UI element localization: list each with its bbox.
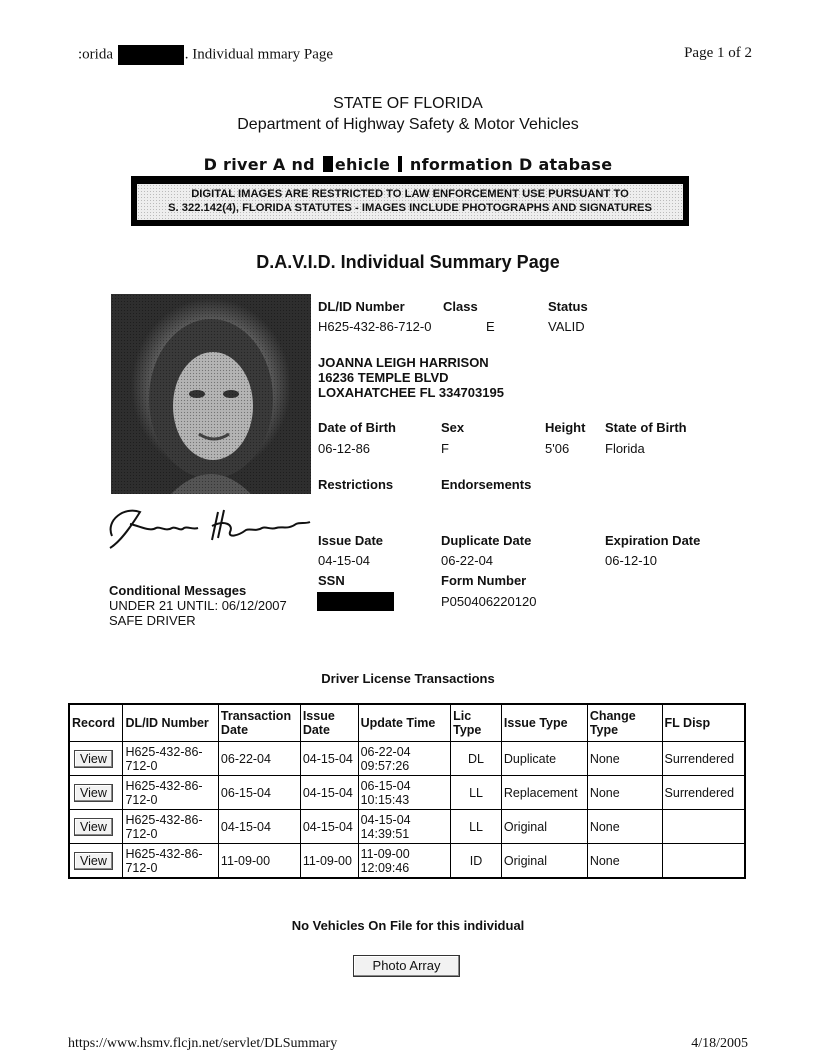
issue-date-value: 04-15-04 [318,553,371,568]
cell-change-type: None [587,742,662,776]
cell-issue-type: Replacement [501,776,587,810]
status-value: VALID [548,319,585,334]
endorsements-label: Endorsements [441,477,532,492]
no-vehicles-message: No Vehicles On File for this individual [291,918,525,933]
view-button[interactable]: View [74,818,113,836]
page-title: D.A.V.I.D. Individual Summary Page [256,252,560,272]
redaction-block [398,156,402,172]
conditional-message-2: SAFE DRIVER [109,613,196,628]
cell-change-type: None [587,810,662,844]
cell-issue-type: Duplicate [501,742,587,776]
cell-lic-type: LL [451,810,502,844]
ssn-redaction [317,592,394,611]
col-header-record: Record [69,704,123,742]
height-value: 5'06 [545,441,570,456]
cell-update-time: 04-15-04 14:39:51 [358,810,451,844]
status-label: Status [548,299,588,314]
cell-issue-type: Original [501,844,587,879]
col-header-issue-date: Issue Date [300,704,358,742]
cell-issue-date: 04-15-04 [300,742,358,776]
header-tail: mmary Page [257,46,334,63]
table-row [69,742,745,776]
cell-transaction-date: 06-15-04 [218,776,300,810]
cell-issue-date: 04-15-04 [300,810,358,844]
cell-fl-disp: Surrendered [662,742,745,776]
cell-issue-date: 04-15-04 [300,776,358,810]
footer-date: 4/18/2005 [691,1036,748,1051]
table-row [69,776,745,810]
cell-change-type: None [587,776,662,810]
cell-update-time: 06-22-04 09:57:26 [358,742,451,776]
view-button[interactable]: View [74,750,113,768]
view-button[interactable]: View [74,852,113,870]
state-of-birth-label: State of Birth [605,420,687,435]
state-name: STATE OF FLORIDA [333,95,483,112]
restrictions-label: Restrictions [318,477,394,492]
header-prefix: :orida [78,46,113,63]
page-number: Page 1 of 2 [684,45,752,61]
class-label: Class [443,299,478,314]
database-name [0,155,816,174]
cell-lic-type: ID [451,844,502,879]
person-address-2: LOXAHATCHEE FL 334703195 [318,385,504,400]
cell-fl-disp [662,810,745,844]
restriction-warning-banner [131,176,689,226]
agency-heading [0,93,816,135]
transactions-table [68,703,746,879]
cell-dlid: H625-432-86-712-0 [123,844,218,879]
col-header-transaction-date: Transaction Date [218,704,300,742]
conditional-messages-label: Conditional Messages [109,583,247,598]
cell-dlid: H625-432-86-712-0 [123,776,218,810]
footer-url: https://www.hsmv.flcjn.net/servlet/DLSummary [68,1036,338,1051]
issue-date-label: Issue Date [318,533,384,548]
form-number-value: P050406220120 [441,594,537,609]
person-address-1: 16236 TEMPLE BLVD [318,370,449,385]
sex-value: F [441,441,449,456]
height-label: Height [545,420,586,435]
dlid-value: H625-432-86-712-0 [318,319,432,334]
col-header-dlid: DL/ID Number [123,704,218,742]
dob-value: 06-12-86 [318,441,371,456]
dob-label: Date of Birth [318,420,396,435]
expiration-date-label: Expiration Date [605,533,701,548]
department-name: Department of Highway Safety & Motor Vehicles [237,116,579,133]
cell-dlid: H625-432-86-712-0 [123,810,218,844]
header-suffix: . Individual [184,46,258,63]
transactions-title: Driver License Transactions [321,671,495,686]
photo-array-button[interactable]: Photo Array [353,955,460,977]
warning-line-1: DIGITAL IMAGES ARE RESTRICTED TO LAW ENFORCEMENT USE PURSUANT TO [191,188,629,200]
cell-transaction-date: 06-22-04 [218,742,300,776]
conditional-messages [109,583,287,628]
database-part-2: ehicle [334,155,397,174]
database-part-3: nformation D atabase [404,155,613,174]
conditional-message-1: UNDER 21 UNTIL: 06/12/2007 [109,598,287,613]
cell-fl-disp [662,844,745,879]
page-header-title [78,45,333,65]
form-number-label: Form Number [441,573,527,588]
cell-issue-type: Original [501,810,587,844]
col-header-fl-disp: FL Disp [662,704,745,742]
duplicate-date-label: Duplicate Date [441,533,532,548]
person-block [318,355,504,400]
driver-photo [111,294,311,494]
cell-lic-type: LL [451,776,502,810]
cell-lic-type: DL [451,742,502,776]
sex-label: Sex [441,420,465,435]
database-part-1: D river A nd [203,155,321,174]
redaction-block [118,45,184,65]
class-value: E [486,319,495,334]
view-button[interactable]: View [74,784,113,802]
state-of-birth-value: Florida [605,441,645,456]
table-row [69,844,745,879]
col-header-change-type: Change Type [587,704,662,742]
cell-transaction-date: 11-09-00 [218,844,300,879]
table-row [69,810,745,844]
cell-issue-date: 11-09-00 [300,844,358,879]
table-header-row [69,704,745,742]
dlid-label: DL/ID Number [318,299,405,314]
warning-line-2: S. 322.142(4), FLORIDA STATUTES - IMAGES INCLUDE PHOTOGRAPHS AND SIGNATURES [168,202,652,214]
col-header-issue-type: Issue Type [501,704,587,742]
redaction-block [323,156,333,172]
cell-update-time: 11-09-00 12:09:46 [358,844,451,879]
cell-change-type: None [587,844,662,879]
signature-image [100,498,315,558]
col-header-update-time: Update Time [358,704,451,742]
cell-update-time: 06-15-04 10:15:43 [358,776,451,810]
cell-fl-disp: Surrendered [662,776,745,810]
duplicate-date-value: 06-22-04 [441,553,494,568]
person-name: JOANNA LEIGH HARRISON [318,355,489,370]
col-header-lic-type: Lic Type [451,704,502,742]
cell-transaction-date: 04-15-04 [218,810,300,844]
ssn-label: SSN [318,573,345,588]
expiration-date-value: 06-12-10 [605,553,658,568]
cell-dlid: H625-432-86-712-0 [123,742,218,776]
